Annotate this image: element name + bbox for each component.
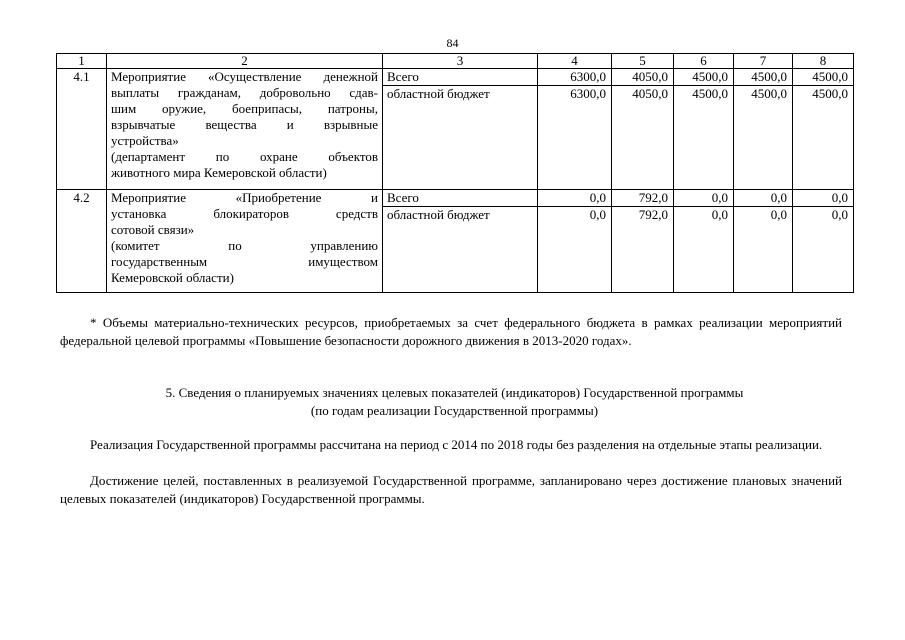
header-cell: 6 xyxy=(674,54,734,69)
value-cell: 792,0 xyxy=(612,190,674,207)
table-header-row xyxy=(57,54,854,69)
header-cell: 8 xyxy=(793,54,854,69)
budget-table xyxy=(56,53,854,293)
header-cell: 5 xyxy=(612,54,674,69)
description-line: (комитет по управлению xyxy=(111,238,378,253)
section-title-line: 5. Сведения о планируемых значениях целевых показателей (индикаторов) Государственной программы xyxy=(165,385,744,400)
value-cell: 792,0 xyxy=(612,207,674,293)
value-cell: 4050,0 xyxy=(612,86,674,190)
header-cell: 7 xyxy=(734,54,793,69)
value-cell: 4500,0 xyxy=(734,86,793,190)
description-line: Мероприятие «Осуществление денежной xyxy=(111,69,378,84)
footnote: * Объемы материально-технических ресурсов, приобретаемых за счет федерального бюджета в рамках реализации мероприятий федеральной целевой программы «Повышение безопасности дорожного движения в 2013-2020 годах». xyxy=(60,315,842,348)
value-cell: 0,0 xyxy=(674,207,734,293)
row-number: 4.2 xyxy=(57,190,107,293)
value-cell: 0,0 xyxy=(538,207,612,293)
funding-source: областной бюджет xyxy=(383,207,538,293)
description-line: животного мира Кемеровской области) xyxy=(111,165,327,180)
page-number: 84 xyxy=(446,36,459,50)
funding-source: Всего xyxy=(383,190,538,207)
section-title xyxy=(56,384,853,420)
description-line: установка блокираторов средств xyxy=(111,206,378,221)
value-cell: 0,0 xyxy=(538,190,612,207)
paragraph: Достижение целей, поставленных в реализуемой Государственной программе, запланировано через достижение плановых значений целевых показателей (индикаторов) Государственной программы. xyxy=(60,473,842,506)
value-cell: 0,0 xyxy=(734,207,793,293)
value-cell: 0,0 xyxy=(793,207,854,293)
description-line: взрывчатые вещества и взрывные xyxy=(111,117,378,132)
description-line: шим оружие, боеприпасы, патроны, xyxy=(111,101,378,116)
row-number: 4.1 xyxy=(57,69,107,190)
header-cell: 4 xyxy=(538,54,612,69)
value-cell: 6300,0 xyxy=(538,69,612,86)
description-line: устройства» xyxy=(111,133,179,148)
description-line: (департамент по охране объектов xyxy=(111,149,378,164)
value-cell: 4500,0 xyxy=(674,86,734,190)
description-line: Кемеровской области) xyxy=(111,270,234,285)
value-cell: 6300,0 xyxy=(538,86,612,190)
value-cell: 4500,0 xyxy=(793,86,854,190)
funding-source: областной бюджет xyxy=(383,86,538,190)
value-cell: 0,0 xyxy=(793,190,854,207)
paragraph: Реализация Государственной программы рассчитана на период с 2014 по 2018 годы без разделения на отдельные этапы реализации. xyxy=(90,437,823,452)
section-subtitle-line: (по годам реализации Государственной программы) xyxy=(310,403,599,418)
header-cell: 3 xyxy=(383,54,538,69)
value-cell: 4050,0 xyxy=(612,69,674,86)
activity-description xyxy=(107,69,383,190)
value-cell: 4500,0 xyxy=(793,69,854,86)
value-cell: 4500,0 xyxy=(734,69,793,86)
description-line: выплаты гражданам, добровольно сдав- xyxy=(111,85,378,100)
description-line: государственным имуществом xyxy=(111,254,378,269)
funding-source: Всего xyxy=(383,69,538,86)
table-row xyxy=(57,190,854,207)
activity-description xyxy=(107,190,383,293)
description-line: сотовой связи» xyxy=(111,222,195,237)
value-cell: 0,0 xyxy=(674,190,734,207)
table-row xyxy=(57,69,854,86)
header-cell: 1 xyxy=(57,54,107,69)
value-cell: 0,0 xyxy=(734,190,793,207)
description-line: Мероприятие «Приобретение и xyxy=(111,190,378,205)
value-cell: 4500,0 xyxy=(674,69,734,86)
header-cell: 2 xyxy=(107,54,383,69)
